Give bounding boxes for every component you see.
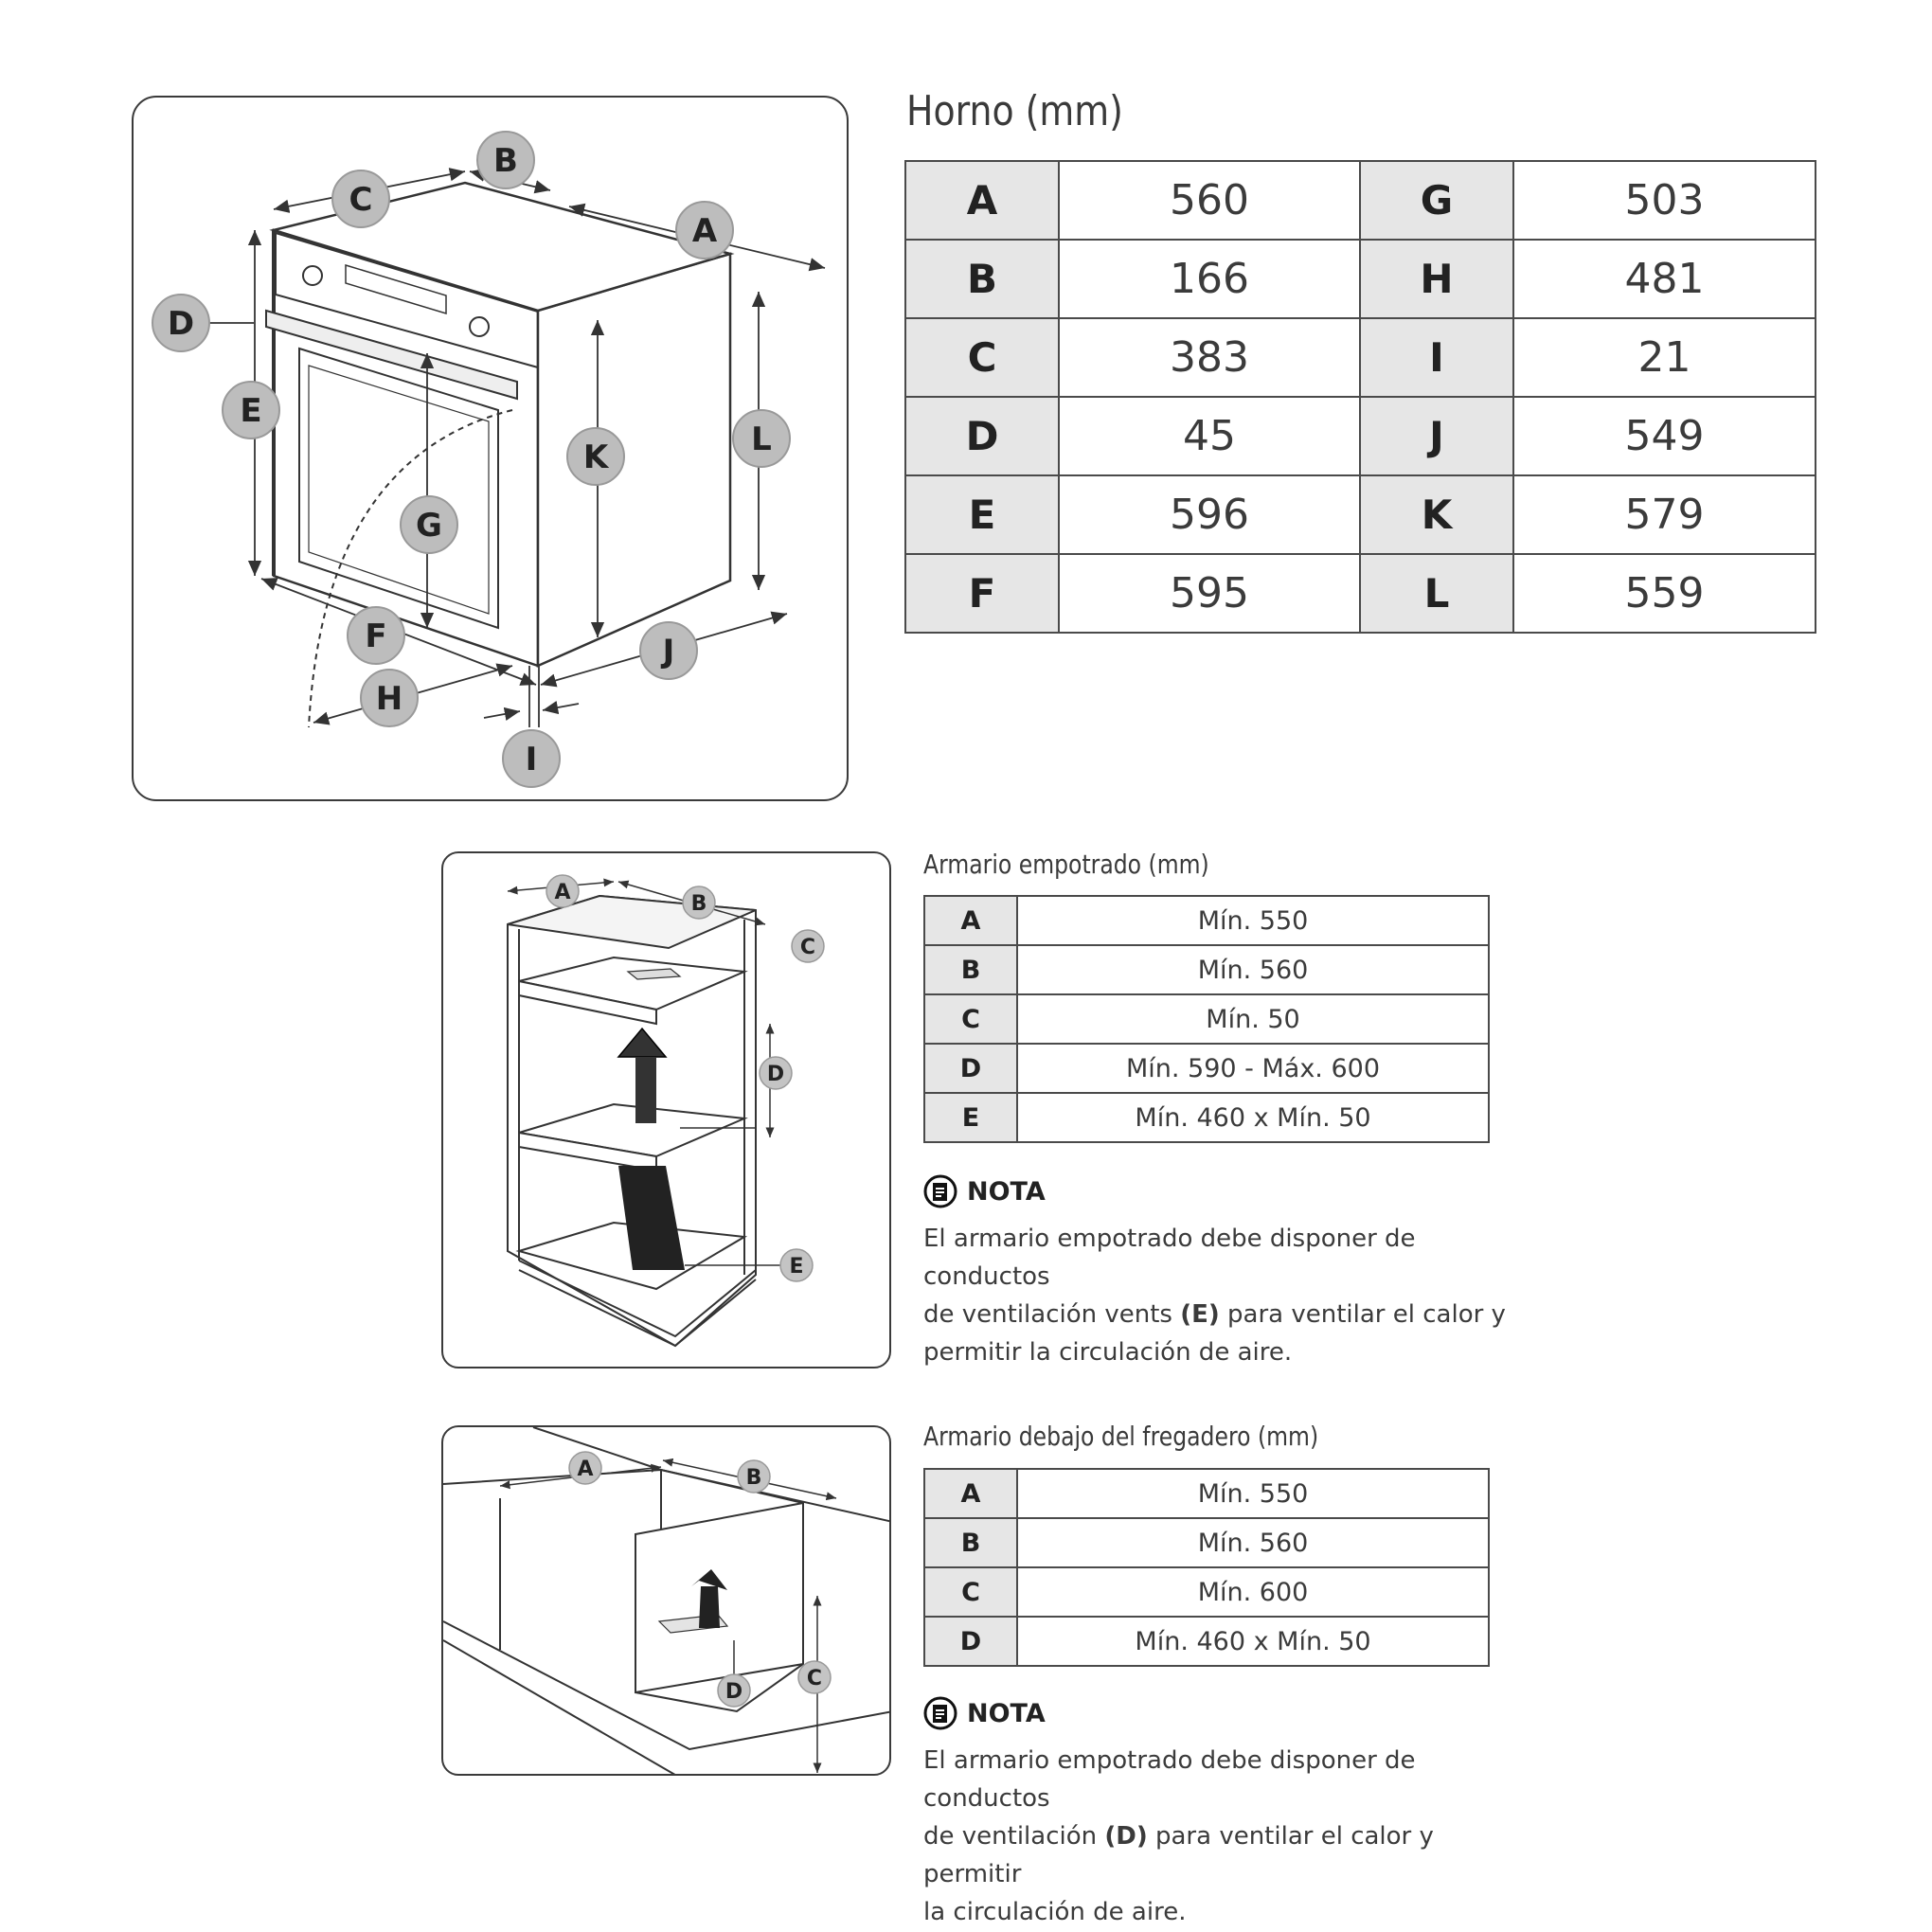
builtin-cabinet-table	[923, 895, 1490, 1143]
table-row	[905, 161, 1816, 240]
note-icon	[923, 1696, 957, 1730]
table-row	[924, 994, 1489, 1044]
oven-title: Horno (mm)	[906, 87, 1123, 135]
svg-text:E: E	[789, 1255, 804, 1279]
svg-text:J: J	[662, 633, 675, 671]
dimension-value: Mín. 600	[1017, 1567, 1489, 1617]
label-J	[640, 622, 697, 679]
table-row	[905, 397, 1816, 475]
note-fragment: de ventilación	[923, 1822, 1105, 1851]
note-line: permitir la circulación de aire.	[923, 1338, 1293, 1367]
note-ref: (D)	[1104, 1822, 1148, 1851]
label-A	[676, 202, 733, 259]
builtin-cabinet-title: Armario empotrado (mm)	[923, 849, 1209, 880]
dimension-key: B	[924, 945, 1017, 994]
dimension-value: 166	[1059, 240, 1360, 318]
svg-text:C: C	[349, 181, 373, 219]
label-I	[503, 730, 560, 787]
svg-text:B: B	[493, 142, 518, 180]
dimension-key: C	[924, 994, 1017, 1044]
label-D	[152, 295, 209, 351]
builtin-cabinet-drawing	[443, 853, 891, 1368]
sink-cabinet-diagram	[441, 1425, 891, 1776]
label-E	[780, 1249, 813, 1281]
note-line: El armario empotrado debe disponer de conductos	[923, 1746, 1416, 1813]
svg-text:K: K	[582, 438, 609, 476]
sink-cabinet-title: Armario debajo del fregadero (mm)	[923, 1421, 1319, 1452]
dimension-key: B	[905, 240, 1059, 318]
table-row	[905, 240, 1816, 318]
dimension-value: Mín. 460 x Mín. 50	[1017, 1617, 1489, 1666]
dimension-key: J	[1360, 397, 1513, 475]
svg-text:H: H	[375, 680, 403, 718]
note-text	[923, 1742, 1511, 1931]
dimension-key: I	[1360, 318, 1513, 397]
svg-text:G: G	[416, 507, 442, 545]
table-row	[924, 1093, 1489, 1142]
label-K	[567, 428, 624, 485]
dimension-key: K	[1360, 475, 1513, 554]
label-B	[738, 1460, 770, 1493]
dimension-value: Mín. 550	[1017, 896, 1489, 945]
dimension-key: H	[1360, 240, 1513, 318]
dimension-value: Mín. 560	[1017, 1518, 1489, 1567]
label-F	[348, 607, 404, 664]
dimension-key: D	[924, 1617, 1017, 1666]
note-heading	[923, 1174, 1046, 1208]
table-row	[905, 475, 1816, 554]
note-line: El armario empotrado debe disponer de conductos	[923, 1225, 1416, 1291]
dimension-value: Mín. 590 - Máx. 600	[1017, 1044, 1489, 1093]
dimension-value: Mín. 50	[1017, 994, 1489, 1044]
svg-text:L: L	[751, 420, 772, 458]
dimension-key: G	[1360, 161, 1513, 240]
dimension-key: A	[905, 161, 1059, 240]
dimension-value: Mín. 550	[1017, 1469, 1489, 1518]
note-line	[923, 1817, 1511, 1893]
table-row	[924, 896, 1489, 945]
oven-dimension-diagram	[132, 96, 849, 801]
svg-text:A: A	[691, 212, 718, 250]
table-row	[924, 1469, 1489, 1518]
dimension-key: C	[924, 1567, 1017, 1617]
dimension-key: L	[1360, 554, 1513, 633]
dimension-key: E	[905, 475, 1059, 554]
dimension-key: B	[924, 1518, 1017, 1567]
sink-cabinet-drawing	[443, 1427, 891, 1776]
dimension-key: C	[905, 318, 1059, 397]
dimension-value: 595	[1059, 554, 1360, 633]
svg-text:D: D	[724, 1680, 743, 1704]
note-heading	[923, 1696, 1046, 1730]
table-row	[905, 554, 1816, 633]
dimension-value: 503	[1513, 161, 1816, 240]
label-C	[798, 1661, 831, 1693]
svg-text:D: D	[167, 305, 195, 343]
label-C	[792, 930, 824, 962]
dimension-key: A	[924, 1469, 1017, 1518]
label-A	[546, 875, 579, 907]
note-line: la circulación de aire.	[923, 1898, 1187, 1926]
label-G	[401, 496, 457, 553]
svg-text:A: A	[554, 881, 571, 904]
dimension-value: 596	[1059, 475, 1360, 554]
note-ref: (E)	[1180, 1300, 1220, 1329]
dimension-key: D	[924, 1044, 1017, 1093]
note-label: NOTA	[967, 1698, 1046, 1728]
dimension-value: 549	[1513, 397, 1816, 475]
table-row	[924, 1044, 1489, 1093]
dimension-value: 579	[1513, 475, 1816, 554]
label-D	[760, 1057, 792, 1089]
dimension-value: 481	[1513, 240, 1816, 318]
label-B	[683, 886, 715, 919]
table-row	[924, 1567, 1489, 1617]
note-icon	[923, 1174, 957, 1208]
dimension-value: Mín. 560	[1017, 945, 1489, 994]
note-text	[923, 1220, 1511, 1371]
dimension-key: E	[924, 1093, 1017, 1142]
dimension-value: Mín. 460 x Mín. 50	[1017, 1093, 1489, 1142]
label-E	[223, 382, 279, 438]
label-L	[733, 410, 790, 467]
svg-text:F: F	[365, 617, 387, 655]
dimension-key: A	[924, 896, 1017, 945]
svg-text:C: C	[799, 936, 816, 959]
table-row	[924, 1617, 1489, 1666]
label-C	[332, 170, 389, 227]
dimension-value: 21	[1513, 318, 1816, 397]
oven-drawing	[134, 98, 849, 801]
dimension-value: 383	[1059, 318, 1360, 397]
dimension-key: D	[905, 397, 1059, 475]
note-fragment: para ventilar el calor y permitir	[923, 1822, 1434, 1888]
label-H	[361, 670, 418, 726]
note-line	[923, 1296, 1511, 1333]
builtin-cabinet-diagram	[441, 851, 891, 1368]
note-fragment: para ventilar el calor y	[1219, 1300, 1506, 1329]
svg-text:D: D	[766, 1063, 785, 1086]
dimension-value: 560	[1059, 161, 1360, 240]
svg-text:B: B	[745, 1466, 762, 1490]
dimension-key: F	[905, 554, 1059, 633]
dimension-value: 45	[1059, 397, 1360, 475]
dimension-value: 559	[1513, 554, 1816, 633]
svg-text:E: E	[240, 392, 262, 430]
svg-text:B: B	[690, 892, 707, 916]
svg-text:C: C	[806, 1667, 823, 1690]
label-A	[569, 1452, 601, 1484]
label-D	[718, 1674, 750, 1707]
table-row	[905, 318, 1816, 397]
note-fragment: de ventilación vents	[923, 1300, 1181, 1329]
oven-dimensions-table	[904, 160, 1816, 634]
table-row	[924, 945, 1489, 994]
sink-cabinet-table	[923, 1468, 1490, 1667]
svg-text:I: I	[525, 741, 538, 778]
svg-text:A: A	[577, 1458, 594, 1481]
label-B	[477, 132, 534, 188]
table-row	[924, 1518, 1489, 1567]
note-label: NOTA	[967, 1176, 1046, 1207]
